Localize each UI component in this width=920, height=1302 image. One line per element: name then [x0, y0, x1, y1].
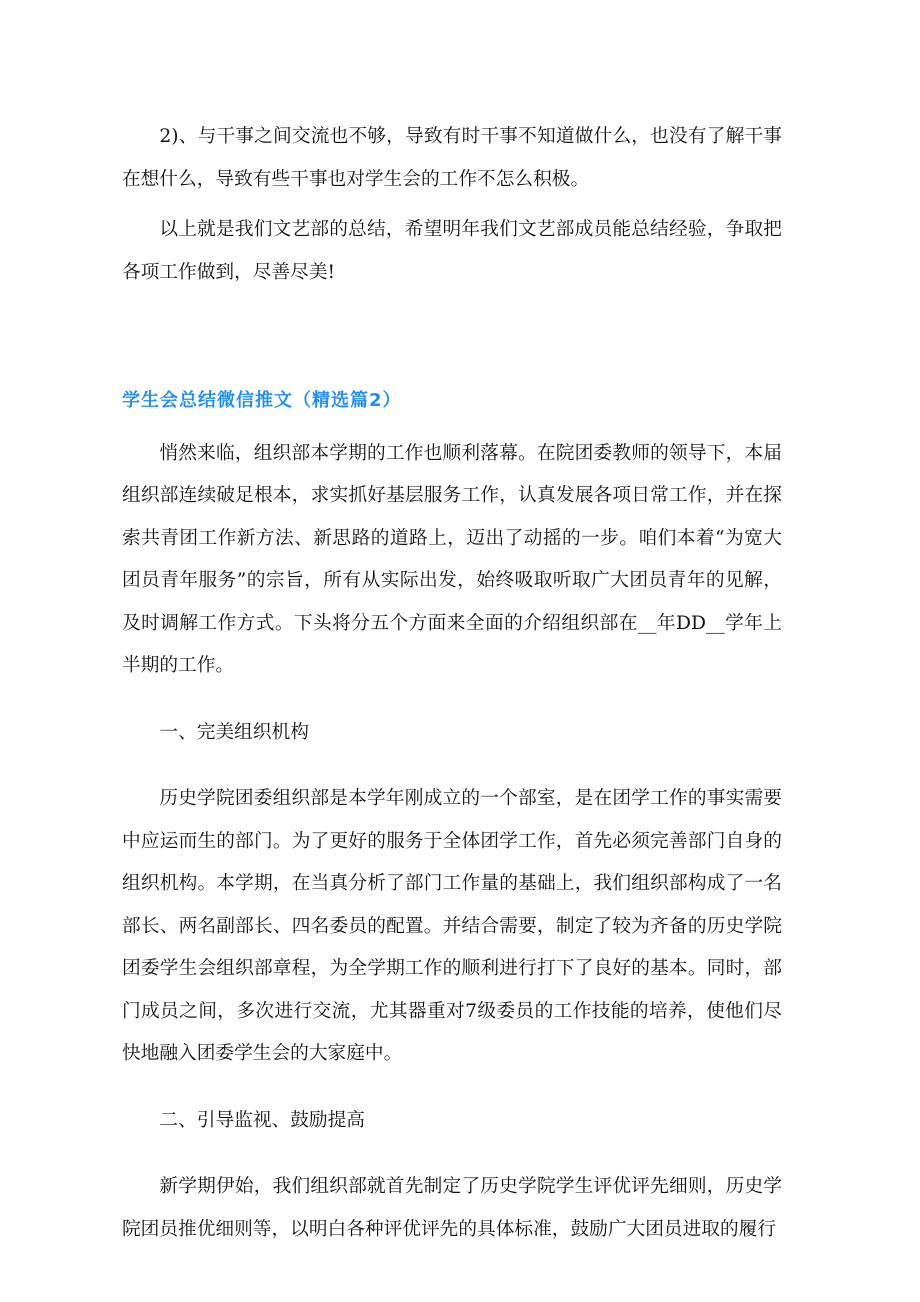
section-heading: 学生会总结微信推文（精选篇2） [122, 390, 402, 411]
subsection-body-2: 新学期伊始，我们组织部就首先制定了历史学院学生评优评先细则，历史学院团员推优细则等，以明白各种评优评先的具体标准，鼓励广大团员进取的履行 [122, 1176, 782, 1240]
subsection-body-1: 历史学院团委组织部是本学年刚成立的一个部室，是在团学工作的事实需要中应运而生的部门。为了更好的服务于全体团学工作，首先必须完善部门自身的组织机构。本学期，在当真分析了部门工作量的基础上，我们组织部构成了一名部长、两名副部长、四名委员的配置。并结合需要，制定了较为齐备的历史学院团委学生会组织部章程，为全学期工作的顺利进行打下了良好的基本。同时，部门成员之间，多次进行交流，尤其器重对7级委员的工作技能的培养，使他们尽快地融入团委学生会的大家庭中。 [122, 788, 782, 1064]
paragraph-communication-issue: 2)、与干事之间交流也不够，导致有时干事不知道做什么，也没有了解干事在想什么，导致有些干事也对学生会的工作不怎么积极。 [122, 126, 782, 190]
paragraph-summary-conclusion: 以上就是我们文艺部的总结，希望明年我们文艺部成员能总结经验，争取把各项工作做到，尽善尽美! [122, 219, 782, 283]
subsection-title-1: 一、完美组织机构 [159, 721, 309, 743]
document-page [122, 116, 782, 1251]
paragraph-intro: 悄然来临，组织部本学期的工作也顺利落幕。在院团委教师的领导下，本届组织部连续破足根本，求实抓好基层服务工作，认真发展各项日常工作，并在探索共青团工作新方法、新思路的道路上，迈出了动摇的一步。咱们本着“为宽大团员青年服务”的宗旨，所有从实际出发，始终吸取听取广大团员青年的见解，及时调解工作方式。下头将分五个方面来全面的介绍组织部在__年DD__学年上半期的工作。 [122, 442, 782, 676]
subsection-title-2: 二、引导监视、鼓励提高 [159, 1109, 365, 1131]
